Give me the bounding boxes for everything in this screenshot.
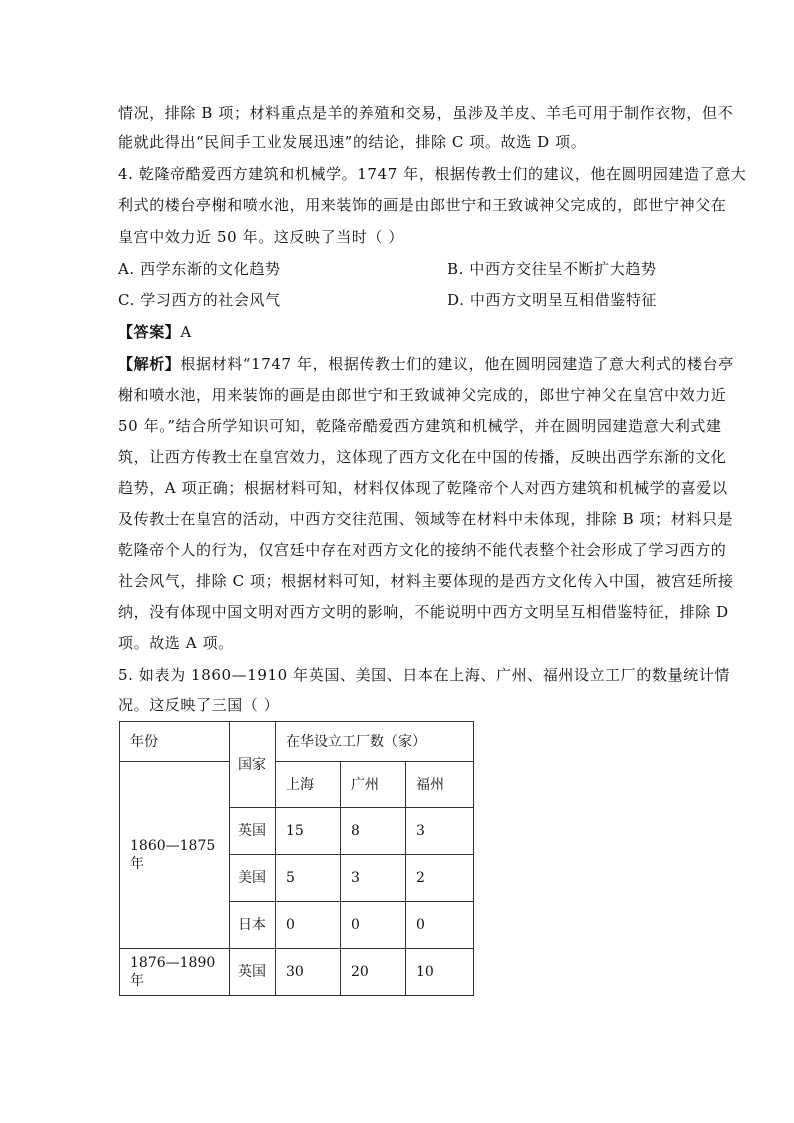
q5-stem-line-1: 5. 如表为 1860—1910 年英国、美国、日本在上海、广州、福州设立工厂的数量统计情 [118, 666, 730, 684]
factory-statistics-table [119, 721, 474, 996]
intro-line-1: 情况，排除 B 项；材料重点是羊的养殖和交易，虽涉及羊皮、羊毛可用于制作衣物，但不 [118, 104, 734, 122]
value-cell: 10 [406, 949, 474, 996]
q4-analysis-line-2: 榭和喷水池，用来装饰的画是由郎世宁和王致诚神父完成的，郎世宁神父在皇宫中效力近 [118, 386, 727, 404]
value-cell: 20 [341, 949, 406, 996]
answer-label: 【答案】 [118, 323, 181, 341]
q4-stem-line-1: 4. 乾隆帝酷爱西方建筑和机械学。1747 年，根据传教士们的建议，他在圆明园建造了意大 [118, 165, 747, 183]
q4-analysis-line-3: 50 年。”结合所学知识可知，乾隆帝酷爱西方建筑和机械学，并在圆明园建造意大利式建 [118, 417, 722, 435]
value-cell: 8 [341, 808, 406, 855]
period-cell: 1860—1875 年 [120, 762, 230, 949]
value-cell: 0 [276, 902, 341, 949]
header-year: 年份 [120, 722, 230, 762]
q5-stem-line-2: 况。这反映了三国（ ） [118, 696, 280, 714]
q4-analysis-line-9: 纳，没有体现中国文明对西方文明的影响，不能说明中西方文明呈互相借鉴特征，排除 D [118, 603, 729, 621]
country-cell: 日本 [230, 902, 276, 949]
period-cell: 1876—1890 年 [120, 949, 230, 996]
header-factories: 在华设立工厂数（家） [276, 722, 474, 762]
value-cell: 0 [406, 902, 474, 949]
city-header: 福州 [406, 762, 474, 808]
table-header-row [120, 722, 474, 762]
value-cell: 30 [276, 949, 341, 996]
answer-value: A [180, 323, 192, 341]
country-cell: 英国 [230, 808, 276, 855]
q4-analysis-line-4: 筑，让西方传教士在皇宫效力，这体现了西方文化在中国的传播，反映出西学东渐的文化 [118, 448, 727, 466]
q4-stem-line-3: 皇宫中效力近 50 年。这反映了当时（ ） [118, 228, 404, 246]
q4-analysis-line-7: 乾隆帝个人的行为，仅宫廷中存在对西方文化的接纳不能代表整个社会形成了学习西方的 [118, 541, 727, 559]
value-cell: 15 [276, 808, 341, 855]
q4-option-d: D. 中西方文明呈互相借鉴特征 [447, 291, 658, 309]
intro-line-2: 能就此得出“民间手工业发展迅速”的结论，排除 C 项。故选 D 项。 [118, 133, 587, 151]
table-city-row [120, 762, 474, 808]
q4-analysis-line-10: 项。故选 A 项。 [118, 634, 234, 652]
q4-analysis-line-6: 及传教士在皇宫的活动，中西方交往范围、领域等在材料中未体现，排除 B 项；材料只是 [118, 510, 734, 528]
table-row [120, 949, 474, 996]
analysis-label: 【解析】 [118, 355, 181, 373]
q4-answer [118, 322, 192, 342]
q4-analysis-line-1 [118, 354, 734, 374]
header-country: 国家 [230, 722, 276, 808]
q4-stem-line-2: 利式的楼台亭榭和喷水池，用来装饰的画是由郎世宁和王致诚神父完成的，郎世宁神父在 [118, 196, 727, 214]
city-header: 广州 [341, 762, 406, 808]
value-cell: 3 [341, 855, 406, 902]
value-cell: 3 [406, 808, 474, 855]
q4-analysis-line-8: 社会风气，排除 C 项；根据材料可知，材料主要体现的是西方文化传入中国，被宫廷所接 [118, 572, 734, 590]
q4-option-a: A. 西学东渐的文化趋势 [118, 260, 281, 278]
q4-option-b: B. 中西方交往呈不断扩大趋势 [447, 260, 657, 278]
value-cell: 2 [406, 855, 474, 902]
value-cell: 5 [276, 855, 341, 902]
country-cell: 英国 [230, 949, 276, 996]
country-cell: 美国 [230, 855, 276, 902]
analysis-text: 根据材料“1747 年，根据传教士们的建议，他在圆明园建造了意大利式的楼台亭 [180, 355, 734, 373]
value-cell: 0 [341, 902, 406, 949]
q4-analysis-line-5: 趋势，A 项正确；根据材料可知，材料仅体现了乾隆帝个人对西方建筑和机械学的喜爱以 [118, 479, 728, 497]
q4-option-c: C. 学习西方的社会风气 [118, 291, 281, 309]
city-header: 上海 [276, 762, 341, 808]
